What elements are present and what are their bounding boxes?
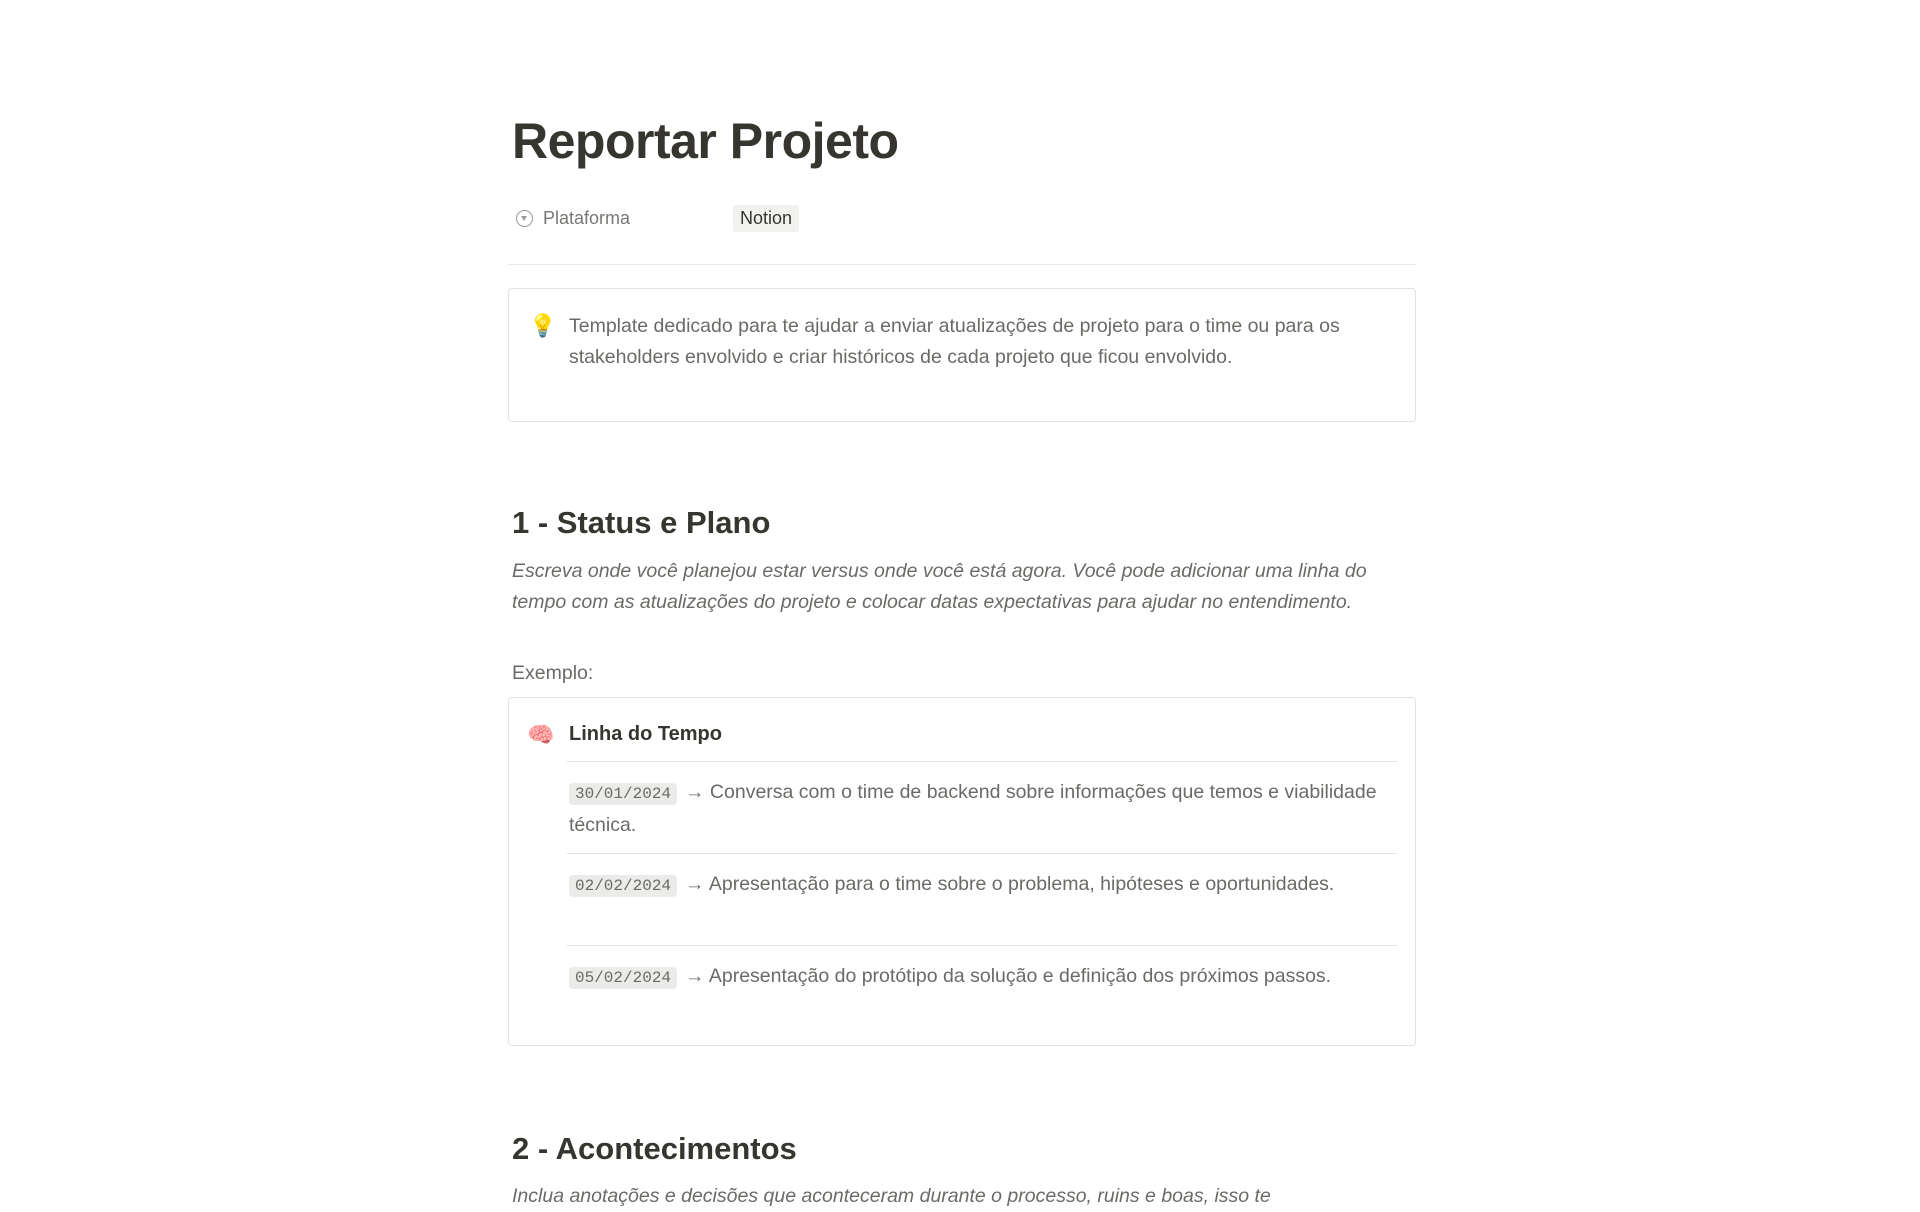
timeline-item-text: → Apresentação do protótipo da solução e definição dos próximos passos.	[685, 965, 1332, 987]
timeline-item-text: → Apresentação para o time sobre o problema, hipóteses e oportunidades.	[685, 873, 1335, 895]
timeline-date: 02/02/2024	[569, 875, 677, 897]
example-label[interactable]: Exemplo:	[512, 662, 594, 684]
callout-block[interactable]	[508, 288, 1416, 422]
timeline-item[interactable]	[569, 869, 1389, 902]
timeline-item[interactable]	[569, 777, 1389, 841]
heading-status-plano[interactable]: 1 - Status e Plano	[512, 505, 771, 540]
status-plano-description[interactable]: Escreva onde você planejou estar versus onde você está agora. Você pode adicionar uma linha do tempo com as atualizações do projeto e colocar datas expectativas para ajudar no entendimento.	[512, 560, 1367, 613]
property-tag-value[interactable]: Notion	[733, 205, 799, 232]
acontecimentos-description[interactable]: Inclua anotações e decisões que aconteceram durante o processo, ruins e boas, isso te	[512, 1185, 1271, 1207]
property-divider	[508, 264, 1416, 265]
lightbulb-icon[interactable]: 💡	[529, 313, 557, 338]
timeline-divider	[567, 761, 1397, 762]
timeline-date: 05/02/2024	[569, 967, 677, 989]
timeline-callout[interactable]	[508, 697, 1416, 1046]
callout-text[interactable]: Template dedicado para te ajudar a enviar atualizações de projeto para o time ou para os stakeholders envolvido e criar históricos de cada projeto que ficou envolvido.	[569, 315, 1340, 368]
timeline-divider	[567, 945, 1397, 946]
select-circle-icon	[516, 210, 533, 227]
property-label[interactable]: Plataforma	[543, 207, 631, 228]
timeline-date: 30/01/2024	[569, 783, 677, 805]
timeline-divider	[567, 853, 1397, 854]
timeline-title[interactable]: Linha do Tempo	[569, 723, 722, 745]
heading-acontecimentos[interactable]: 2 - Acontecimentos	[512, 1131, 797, 1166]
property-row-plataforma[interactable]	[516, 204, 1396, 232]
page-title[interactable]: Reportar Projeto	[512, 113, 899, 169]
timeline-item-text: → Conversa com o time de backend sobre informações que temos e viabilidade técnica.	[569, 781, 1377, 836]
timeline-item[interactable]	[569, 961, 1389, 994]
brain-icon[interactable]: 🧠	[527, 722, 555, 747]
